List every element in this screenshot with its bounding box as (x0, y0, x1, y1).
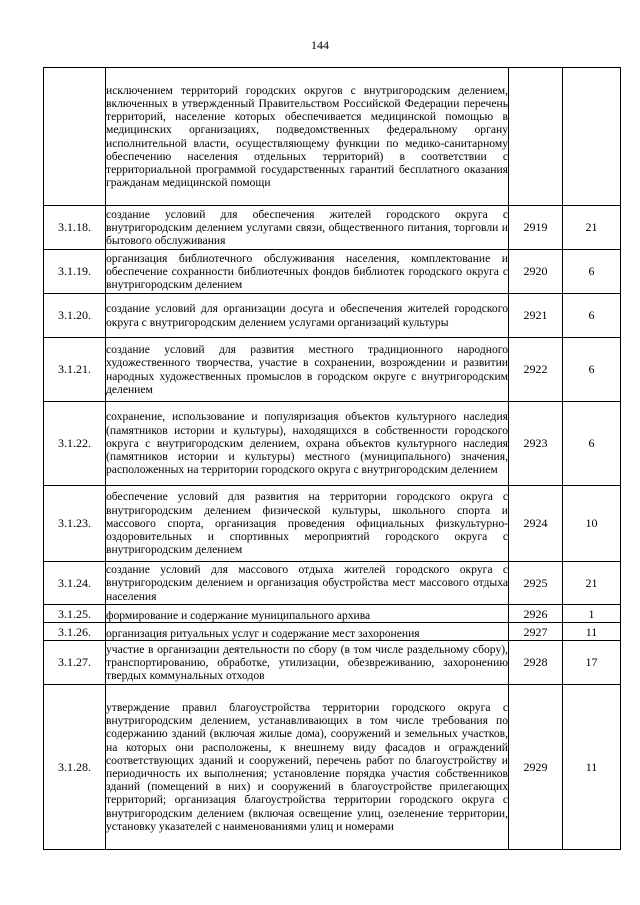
table-row (44, 206, 621, 250)
row-code: 2922 (509, 338, 563, 402)
row-description: исключением территорий городских округов с внутригородским делением, включенных в утвержденный Правительством Российской Федерации перечень территорий, население которых обеспечивается медицинской помощью в медицинских организациях, подведомственных федеральному органу исполнительной власти, осуществляющему функции по медико-санитарному обеспечению населения отдельных территорий) в соответствии с территориальной программой государственных гарантий бесплатного оказания гражданам медицинской помощи (106, 68, 509, 206)
table-row (44, 486, 621, 562)
row-count: 11 (563, 685, 621, 850)
row-description: организация библиотечного обслуживания населения, комплектование и обеспечение сохранности библиотечных фондов библиотек городского округа с внутригородским делением (106, 250, 509, 294)
table-row (44, 402, 621, 486)
row-count: 6 (563, 338, 621, 402)
page-number: 144 (311, 38, 329, 52)
row-count: 1 (563, 605, 621, 623)
row-count: 21 (563, 206, 621, 250)
row-description: создание условий для организации досуга и обеспечения жителей городского округа с внутригородским делением услугами организаций культуры (106, 294, 509, 338)
row-description: создание условий для развития местного традиционного народного художественного творчества, участие в сохранении, возрождении и развитии народных художественных промыслов в городском округе с внутригородским делением (106, 338, 509, 402)
table-row (44, 562, 621, 605)
row-code: 2929 (509, 685, 563, 850)
row-number: 3.1.27. (44, 641, 106, 685)
row-description: формирование и содержание муниципального архива (106, 605, 509, 623)
row-code (509, 68, 563, 206)
table-row (44, 641, 621, 685)
row-code: 2925 (509, 562, 563, 605)
row-number: 3.1.26. (44, 623, 106, 641)
row-number (44, 68, 106, 206)
row-number: 3.1.22. (44, 402, 106, 486)
row-count: 6 (563, 402, 621, 486)
row-description: создание условий для обеспечения жителей городского округа с внутригородским делением услугами связи, общественного питания, торговли и бытового обслуживания (106, 206, 509, 250)
document-table (43, 67, 621, 850)
row-number: 3.1.20. (44, 294, 106, 338)
row-count (563, 68, 621, 206)
table-row (44, 605, 621, 623)
row-number: 3.1.23. (44, 486, 106, 562)
row-count: 10 (563, 486, 621, 562)
table-row (44, 685, 621, 850)
row-code: 2927 (509, 623, 563, 641)
row-code: 2926 (509, 605, 563, 623)
row-code: 2920 (509, 250, 563, 294)
table-row (44, 250, 621, 294)
table-row (44, 294, 621, 338)
row-description: сохранение, использование и популяризация объектов культурного наследия (памятников истории и культуры), находящихся в собственности городского округа с внутригородским делением, охрана объектов культурного наследия (памятников истории и культуры) местного (муниципального) значения, расположенных на территории городского округа с внутригородским делением (106, 402, 509, 486)
row-number: 3.1.21. (44, 338, 106, 402)
table-row (44, 68, 621, 206)
row-count: 6 (563, 250, 621, 294)
table-row (44, 623, 621, 641)
row-count: 11 (563, 623, 621, 641)
row-code: 2924 (509, 486, 563, 562)
row-number: 3.1.25. (44, 605, 106, 623)
row-description: участие в организации деятельности по сбору (в том числе раздельному сбору), транспортированию, обработке, утилизации, обезвреживанию, захоронению твердых коммунальных отходов (106, 641, 509, 685)
row-description: утверждение правил благоустройства территории городского округа с внутригородским делением, устанавливающих в том числе требования по содержанию зданий (включая жилые дома), сооружений и земельных участков, на которых они расположены, к внешнему виду фасадов и ограждений соответствующих зданий и сооружений, перечень работ по благоустройству и периодичность их выполнения; установление порядка участия собственников зданий (помещений в них) и сооружений в благоустройстве прилегающих территорий; организация благоустройства территории городского округа с внутригородским делением (включая освещение улиц, озеленение территории, установку указателей с наименованиями улиц и номерами (106, 685, 509, 850)
row-code: 2928 (509, 641, 563, 685)
row-count: 21 (563, 562, 621, 605)
row-number: 3.1.24. (44, 562, 106, 605)
row-count: 6 (563, 294, 621, 338)
row-number: 3.1.18. (44, 206, 106, 250)
row-code: 2921 (509, 294, 563, 338)
row-description: обеспечение условий для развития на территории городского округа с внутригородским делением физической культуры, школьного спорта и массового спорта, организация проведения официальных физкультурно-оздоровительных и спортивных мероприятий городского округа с внутригородским делением (106, 486, 509, 562)
row-number: 3.1.19. (44, 250, 106, 294)
row-number: 3.1.28. (44, 685, 106, 850)
row-code: 2923 (509, 402, 563, 486)
row-description: создание условий для массового отдыха жителей городского округа с внутригородским делением и организация обустройства мест массового отдыха населения (106, 563, 508, 603)
row-code: 2919 (509, 206, 563, 250)
table-row (44, 338, 621, 402)
row-description: организация ритуальных услуг и содержание мест захоронения (106, 623, 509, 641)
row-count: 17 (563, 641, 621, 685)
